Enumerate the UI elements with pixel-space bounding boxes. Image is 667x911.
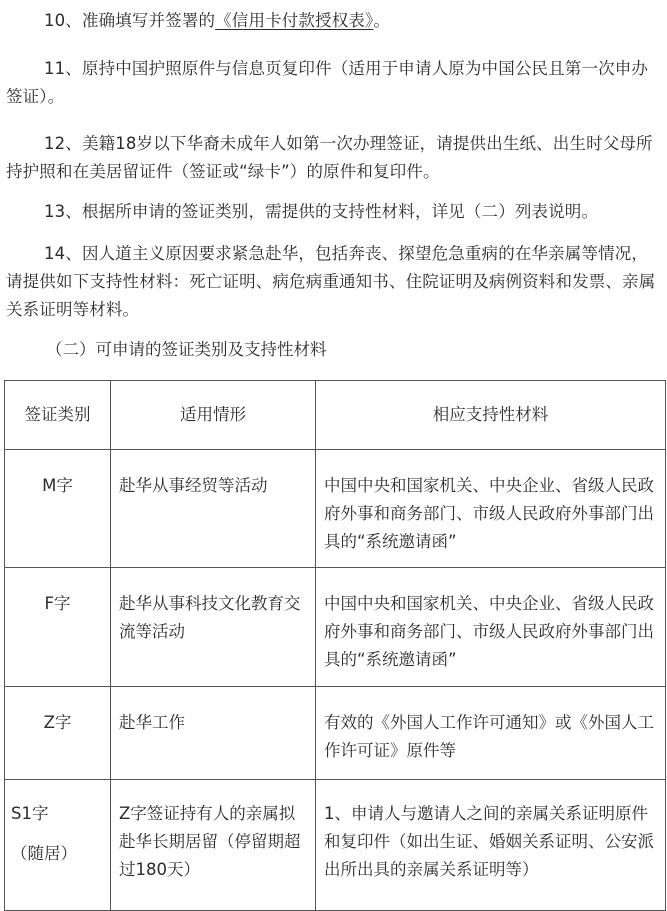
header-visa-type: 签证类别 bbox=[5, 381, 111, 450]
visa-category-table bbox=[4, 380, 666, 911]
table-header-row bbox=[5, 381, 666, 450]
item-10-end: 。 bbox=[373, 11, 391, 30]
materials-cell: 中国中央和国家机关、中央企业、省级人民政府外事和商务部门、市级人民政府外事部门出具的“系统邀请函” bbox=[316, 450, 666, 568]
item-11: 11、原持中国护照原件与信息页复印件（适用于申请人原为中国公民且第一次申办签证）。 bbox=[6, 59, 649, 106]
table-row bbox=[5, 450, 666, 568]
visa-type-cell bbox=[5, 780, 111, 911]
visa-type-cell: M字 bbox=[5, 450, 111, 568]
item-12: 12、美籍18岁以下华裔未成年人如第一次办理签证，请提供出生纸、出生时父母所持护照和在美居留证件（签证或“绿卡”）的原件和复印件。 bbox=[6, 134, 653, 181]
visa-type-label: S1字 bbox=[11, 804, 49, 823]
applicable-case-cell: 赴华工作 bbox=[111, 687, 316, 780]
header-supporting-materials: 相应支持性材料 bbox=[316, 381, 666, 450]
table-row bbox=[5, 568, 666, 687]
item-10-text: 10、准确填写并签署的 bbox=[44, 11, 216, 30]
header-applicable-case: 适用情形 bbox=[111, 381, 316, 450]
visa-type-note: （随居） bbox=[11, 844, 77, 863]
visa-type-cell: F字 bbox=[5, 568, 111, 687]
table-row bbox=[5, 687, 666, 780]
credit-card-authorization-form-link[interactable]: 《信用卡付款授权表》 bbox=[215, 11, 374, 30]
applicable-case-cell: Z字签证持有人的亲属拟赴华长期居留（停留期超过180天） bbox=[111, 780, 316, 911]
materials-cell: 有效的《外国人工作许可通知》或《外国人工作许可证》原件等 bbox=[316, 687, 666, 780]
materials-cell: 1、申请人与邀请人之间的亲属关系证明原件和复印件（如出生证、婚姻关系证明、公安派出所出具的亲属关系证明等） bbox=[316, 780, 666, 911]
item-14: 14、因人道主义原因要求紧急赴华，包括奔丧、探望危急重病的在华亲属等情况，请提供如下支持性材料：死亡证明、病危病重通知书、住院证明及病例资料和发票、亲属关系证明等材料。 bbox=[6, 244, 656, 319]
applicable-case-cell: 赴华从事科技文化教育交流等活动 bbox=[111, 568, 316, 687]
visa-type-cell: Z字 bbox=[5, 687, 111, 780]
table-row bbox=[5, 780, 666, 911]
applicable-case-cell: 赴华从事经贸等活动 bbox=[111, 450, 316, 568]
item-10 bbox=[6, 7, 662, 35]
section-heading: （二）可申请的签证类别及支持性材料 bbox=[46, 340, 327, 359]
materials-cell: 中国中央和国家机关、中央企业、省级人民政府外事和商务部门、市级人民政府外事部门出具的“系统邀请函” bbox=[316, 568, 666, 687]
item-13: 13、根据所申请的签证类别，需提供的支持性材料，详见（二）列表说明。 bbox=[44, 202, 599, 221]
